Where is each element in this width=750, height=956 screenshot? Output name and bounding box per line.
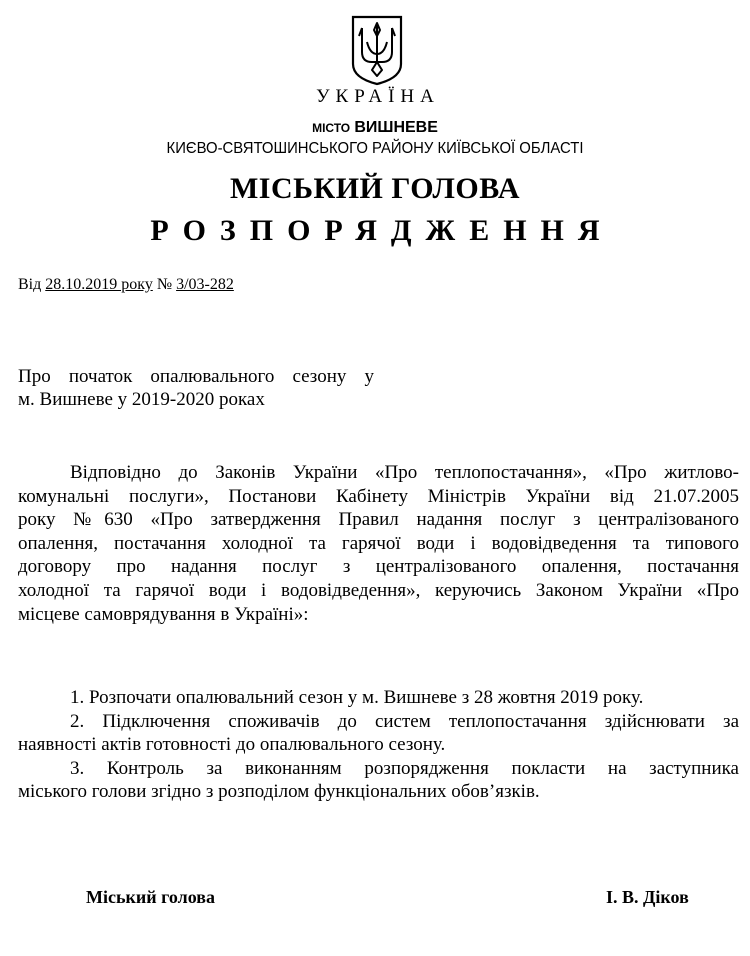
town-prefix: МІСТО [312,121,351,135]
country-name: УКРАЇНА [316,86,440,107]
document-date: 28.10.2019 року [45,276,153,293]
preamble-paragraph [18,461,739,626]
order-item-3: 3. Контроль за виконанням розпорядження покласти на заступника [70,757,739,779]
signature-position: Міський голова [86,887,215,907]
order-item-2-cont: наявності актів готовності до опалювального сезону. [18,734,446,756]
preamble-line: договору про надання послуг з централізованого опалення, постачання [18,556,739,578]
order-item-3-cont: міського голови згідно з розподілом функціональних обов’язків. [18,781,540,803]
office-title: МІСЬКИЙ ГОЛОВА [229,172,521,205]
subject-line: Про початок опалювального сезону у [18,366,374,387]
district-line: КИЄВО-СВЯТОШИНСЬКОГО РАЙОНУ КИЇВСЬКОЇ ОБЛАСТІ [166,140,584,157]
date-number-line [18,276,234,294]
signature-name: І. В. Діков [606,887,689,907]
preamble-line: холодної та гарячої води і водовідведення», керуючись Законом України «Про [18,579,739,601]
date-prefix: Від [18,276,42,293]
order-items [18,686,739,804]
preamble-line: опалення, постачання холодної та гарячої води і водовідведення та типового [18,532,739,554]
trident-emblem-icon [350,14,404,86]
preamble-line: комунальні послуги», Постанови Кабінету Міністрів України від 21.07.2005 [18,485,739,507]
preamble-line: року №630 «Про затвердження Правил надання послуг з централізованого [18,509,739,531]
preamble-line: місцеве самоврядування в Україні»: [18,603,309,625]
town-line [0,119,750,137]
town-name: ВИШНЕВЕ [354,119,438,136]
document-subject [18,365,374,411]
document-number: 3/03-282 [176,276,234,293]
subject-line: м. Вишневе у 2019-2020 роках [18,389,265,410]
document-type-title: РОЗПОРЯДЖЕННЯ [150,214,614,247]
order-item-2: 2. Підключення споживачів до систем теплопостачання здійснювати за [70,710,739,732]
number-prefix: № [156,276,173,293]
order-item-1: 1. Розпочати опалювальний сезон у м. Вишневе з 28 жовтня 2019 року. [70,687,644,708]
preamble-line: Відповідно до Законів України «Про теплопостачання», «Про житлово- [70,462,739,483]
